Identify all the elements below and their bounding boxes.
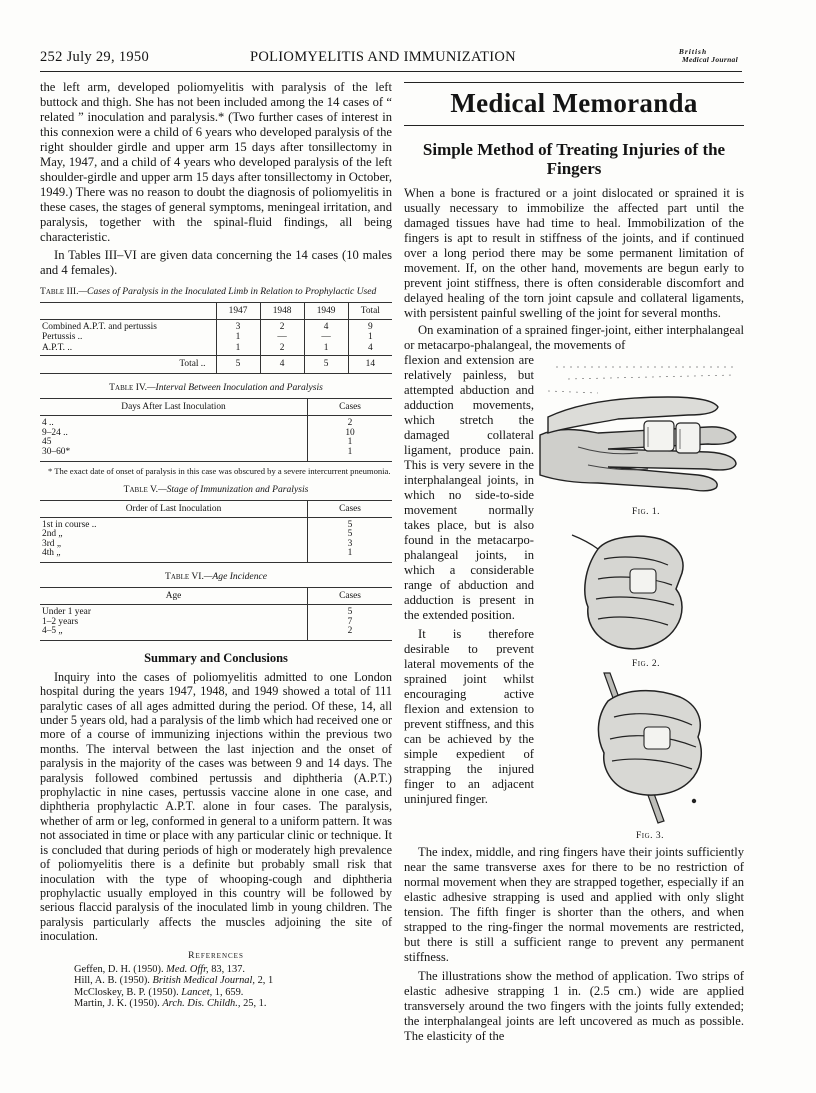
- table5-header: Cases: [308, 500, 392, 517]
- journal-logo-line2: Medical Journal: [682, 55, 738, 64]
- journal-logo-line1: British: [678, 47, 708, 56]
- table6-cell: 4–5 „: [40, 627, 308, 640]
- section-banner: [404, 82, 744, 126]
- table4-label: Table IV.: [109, 382, 147, 394]
- table4-caption-text: —Interval Between Inoculation and Paralysis: [146, 382, 323, 394]
- table3-label: Table III.: [40, 286, 79, 297]
- table4-cell: 2: [308, 416, 392, 429]
- table6-cell: 1–2 years: [42, 616, 79, 627]
- reference-item: [74, 975, 392, 987]
- article-paragraph-2-start: On examination of a sprained finger-joint, either interphalangeal or metacarpo-phalangeal, the movements of: [404, 323, 744, 352]
- table4-cell: 1: [308, 438, 392, 448]
- reference-author: Martin, J. K. (1950).: [74, 998, 160, 1010]
- intro-paragraph: the left arm, developed poliomyelitis with paralysis of the left buttock and thigh. She has not been included among the 14 cases of “ related ” inoculation and paralysis.* (Two further cases of interest in this connexion were a child of 6 years who developed paralysis of the right shoulder girdle and upper arm 15 days after tonsillectomy in May, 1947, and a child of 4 years who developed paralysis of the left shoulder-girdle and upper arm 15 days after tonsillectomy in October, 1949.) There was no reason to doubt the diagnosis of poliomyelitis in these cases, the stages of general symptoms, meningeal irritation, and paralysis, together with the spinal-fluid findings, all being characteristic.: [40, 80, 392, 244]
- table5-cell: 2nd „: [42, 529, 63, 540]
- table6-header: Cases: [308, 588, 392, 605]
- table6-cell: 5: [308, 605, 392, 618]
- table3-cell: 1: [348, 333, 392, 343]
- running-title: POLIOMYELITIS AND IMMUNIZATION: [250, 49, 516, 65]
- table4-cell: 10: [308, 429, 392, 439]
- reference-item: [74, 998, 392, 1010]
- table3-caption-text: —Cases of Paralysis in the Inoculated Limb in Relation to Prophylactic Used: [78, 286, 377, 297]
- reference-author: Geffen, D. H. (1950).: [74, 963, 164, 975]
- figure-1-illustration: [538, 357, 743, 507]
- table6-cell: Under 1 year: [42, 607, 91, 618]
- table-row: [40, 416, 392, 429]
- table3-cell: 9: [348, 320, 392, 333]
- article-paragraph-2-wrap: flexion and extension are relatively painless, but attempted abduction and adduction movements, which stretch the damaged collateral ligament, produce pain. This is very severe in the interphalangeal joints, in which no side-to-side movement normally takes place, but is also found in the metacarpo-phalangeal joints, in which a considerable range of abduction and adduction is present in the extended position.: [404, 353, 534, 622]
- reference-author: McCloskey, B. P. (1950).: [74, 986, 179, 998]
- table5-caption-text: —Stage of Immunization and Paralysis: [158, 483, 309, 495]
- table6: [40, 587, 392, 641]
- article-title: Simple Method of Treating Injuries of the Fingers: [422, 140, 726, 178]
- table3-cell: 5: [304, 355, 348, 374]
- table3-cell: 1: [216, 333, 260, 343]
- table6-cell: 2: [308, 627, 392, 640]
- table3-cell: 4: [348, 342, 392, 355]
- reference-detail: 1, 659.: [214, 986, 244, 998]
- table3-cell: Total ..: [40, 355, 216, 374]
- section-title: Medical Memoranda: [450, 88, 698, 118]
- table-row: [40, 438, 392, 448]
- table-row: [40, 540, 392, 550]
- tables-intro: In Tables III–VI are given data concerning the 14 cases (10 males and 4 females).: [40, 248, 392, 277]
- figure-1-caption: Fig. 1.: [632, 507, 661, 517]
- reference-source: Lancet,: [181, 986, 213, 998]
- references-list: [74, 964, 392, 1010]
- table-row: [40, 627, 392, 640]
- table6-caption-text: —Age Incidence: [203, 571, 268, 583]
- figure-2-illustration: [568, 529, 698, 659]
- table5-label: Table V.: [123, 483, 159, 495]
- article-paragraph-1: When a bone is fractured or a joint dislocated or sprained it is usually necessary to immobilize the affected part until the damaged tissues have had time to heal. Immobilization of the fingers is apt to result in stiffness of the joints, and if continued over a long period there may be some permanent limitation of movement. If, on the other hand, movements are begun early to prevent joint stiffness, there is often considerable discomfort and delayed healing of the torn joint capsule and collateral ligaments, with persistent painful swelling of the joint for several months.: [404, 186, 744, 320]
- table3-header: [40, 303, 216, 320]
- reference-author: Hill, A. B. (1950).: [74, 975, 150, 987]
- table3-header: 1947: [216, 303, 260, 320]
- table-row: [40, 517, 392, 530]
- wrapped-text: [404, 353, 534, 807]
- reference-source: Med. Offr,: [166, 963, 209, 975]
- table5-cell: 5: [308, 517, 392, 530]
- table-row: [40, 549, 392, 562]
- article-paragraph-5: The illustrations show the method of application. Two strips of elastic adhesive strapping 1 in. (2.5 cm.) wide are applied transversely around the two fingers with the joints fully extended; the interphalangeal joints are left uncovered as much as possible. The elasticity of the: [404, 969, 744, 1043]
- reference-detail: 25, 1.: [243, 998, 267, 1010]
- figure-3-caption: Fig. 3.: [636, 831, 665, 841]
- table4-cell: 30–60*: [40, 448, 308, 461]
- table-row: [40, 355, 392, 374]
- figure-3-illustration: [584, 671, 714, 829]
- journal-logo: [638, 48, 738, 64]
- reference-detail: 2, 1: [257, 975, 274, 987]
- table3-cell: 5: [216, 355, 260, 374]
- summary-paragraph: Inquiry into the cases of poliomyelitis admitted to one London hospital during the years 1947, 1948, and 1949 showed a total of 111 paralytic cases of all ages admitted during the period. Of these, 14, all under 5 years old, had a paralysis of the limb which had received one or more of a course of immunizing injections within the previous two months. The interval between the last injection and the onset of paralysis in the majority of the cases was between 9 and 14 days. The paralysis followed combined pertussis and diphtheria (A.P.T.) prophylactic in nine cases, pertussis vaccine alone in one case, and diphtheria prophylactic A.P.T. alone in four cases. The paralysis, whether of arm or leg, conformed in general to a uniform pattern. It was not associated in time or place with any particular clinic or technique. It is concluded that during periods of high or moderately high prevalence of poliomyelitis there is a definite but probably small risk that inoculation with the type of whooping-cough and diphtheria prophylactic usually employed in this country will be followed by serious flaccid paralysis of the inoculated limb in young children. The paralysis particularly affects the muscles adjoining the site of inoculation.: [40, 669, 392, 944]
- left-column: [40, 80, 392, 1010]
- table4-header: Cases: [308, 399, 392, 416]
- table3-cell: 2: [260, 342, 304, 355]
- table3-header: Total: [348, 303, 392, 320]
- table3-cell: Pertussis ..: [42, 331, 83, 342]
- table-row: [40, 618, 392, 628]
- table3: [40, 302, 392, 374]
- reference-source: Arch. Dis. Childh.,: [162, 998, 241, 1010]
- table5-caption: [40, 484, 392, 495]
- table5-cell: 1st in course ..: [42, 519, 97, 530]
- page-number-date: 252 July 29, 1950: [40, 49, 150, 65]
- table-row: [40, 333, 392, 343]
- table4-cell: 4 ..: [42, 418, 54, 429]
- table5-cell: 1: [308, 549, 392, 562]
- table3-cell: 14: [348, 355, 392, 374]
- reference-detail: 83, 137.: [211, 963, 245, 975]
- table5: [40, 500, 392, 563]
- table4-header: Days After Last Inoculation: [40, 399, 308, 416]
- references-heading: References: [188, 949, 244, 961]
- table3-header: 1948: [260, 303, 304, 320]
- running-header: [40, 46, 742, 72]
- reference-item: [74, 987, 392, 999]
- table5-cell: 3: [308, 540, 392, 550]
- table3-cell: —: [260, 333, 304, 343]
- table3-cell: 2: [260, 320, 304, 333]
- table4-cell: 1: [308, 448, 392, 461]
- table4: [40, 398, 392, 461]
- table-row: [40, 530, 392, 540]
- summary-heading: Summary and Conclusions: [144, 650, 288, 665]
- table3-cell: —: [304, 333, 348, 343]
- figure-wrap-area: [404, 353, 744, 845]
- table3-cell: 1: [216, 342, 260, 355]
- table-row: [40, 605, 392, 618]
- table-row: [40, 429, 392, 439]
- table3-caption: [40, 286, 392, 297]
- table5-cell: 5: [308, 530, 392, 540]
- table3-cell: Combined A.P.T. and pertussis: [42, 322, 157, 332]
- table6-caption: [40, 571, 392, 582]
- table3-cell: A.P.T. ..: [42, 342, 73, 353]
- reference-source: British Medical Journal,: [152, 975, 255, 987]
- table3-cell: 4: [304, 320, 348, 333]
- table5-cell: 3rd „: [42, 538, 62, 549]
- table3-cell: 3: [216, 320, 260, 333]
- table6-label: Table VI.: [164, 571, 204, 583]
- table-row: [40, 320, 392, 333]
- table4-cell: 45: [42, 437, 52, 448]
- table3-header: 1949: [304, 303, 348, 320]
- table4-cell: 9–24 ..: [42, 427, 68, 438]
- table3-cell: 4: [260, 355, 304, 374]
- table-row: [40, 448, 392, 461]
- article-paragraph-4: The index, middle, and ring fingers have their joints sufficiently near the same transverse axes for there to be no restriction of normal movement when they are strapped together, especially if an elastic adhesive strapping is used and applied with only slight tension. The fifth finger is shorter than the others, and when strapped to the ring-finger the normal movements are restricted, but there is still a sufficient range to prevent any permanent stiffness.: [404, 845, 744, 964]
- article-paragraph-3: It is therefore desirable to prevent lateral movements of the sprained joint whilst encouraging active flexion and extension to prevent stiffness, and this can be achieved by the simple expedient of strapping the injured finger to an adjacent uninjured finger.: [404, 627, 534, 806]
- reference-item: [74, 964, 392, 976]
- table5-header: Order of Last Inoculation: [40, 500, 308, 517]
- table6-cell: 7: [308, 618, 392, 628]
- table-row: [40, 342, 392, 355]
- table4-footnote: * The exact date of onset of paralysis in this case was obscured by a severe intercurrent pneumonia.: [48, 465, 391, 476]
- right-column: [404, 80, 744, 1044]
- table5-cell: 4th „: [40, 549, 308, 562]
- table4-caption: [40, 382, 392, 393]
- table6-header: Age: [40, 588, 308, 605]
- figure-2-caption: Fig. 2.: [632, 659, 661, 669]
- table3-cell: 1: [304, 342, 348, 355]
